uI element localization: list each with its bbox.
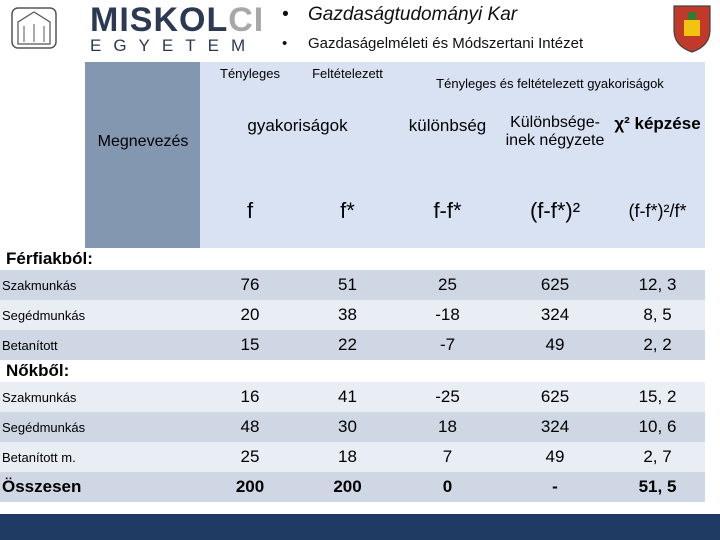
sym-fstar: f* bbox=[300, 174, 395, 248]
cell-value: 38 bbox=[338, 305, 357, 324]
section-title: Nőkből: bbox=[6, 361, 70, 380]
cell-value: 16 bbox=[240, 387, 260, 406]
faculty-crest-icon bbox=[670, 2, 714, 54]
row-label: Segédmunkás bbox=[2, 419, 86, 435]
cell-value: -7 bbox=[439, 335, 456, 354]
cell-value: 48 bbox=[240, 417, 260, 436]
sym-f: f bbox=[200, 174, 300, 248]
row-label: Betanított m. bbox=[2, 449, 76, 465]
cell-value: 18 bbox=[338, 447, 357, 466]
cell-value: 200 bbox=[333, 477, 362, 496]
cell-value: 30 bbox=[338, 417, 357, 436]
cell-value: 12, 3 bbox=[638, 275, 677, 294]
row-label: Összesen bbox=[2, 477, 82, 496]
cell-value: 7 bbox=[442, 447, 453, 466]
cell-value: 0 bbox=[442, 477, 453, 496]
table-row bbox=[0, 330, 705, 360]
department-title: • Gazdaságelméleti és Módszertani Intézet bbox=[282, 35, 584, 52]
cell-value: 49 bbox=[545, 335, 565, 354]
table-row bbox=[0, 382, 705, 412]
cell-value: -25 bbox=[435, 387, 460, 406]
cell-value: 15 bbox=[240, 335, 260, 354]
cell-value: 51 bbox=[338, 275, 357, 294]
hdr-negyzete: Különbsége-inek négyzete bbox=[500, 104, 610, 174]
table-row bbox=[0, 300, 705, 330]
cell-value: 10, 6 bbox=[638, 417, 677, 436]
name-column-label: Megnevezés bbox=[97, 133, 189, 150]
hdr-chi: χ² képzése bbox=[610, 104, 705, 174]
row-label: Szakmunkás bbox=[2, 389, 77, 405]
cell-value: 22 bbox=[338, 335, 357, 354]
university-logo: MISKOLCI EGYETEM bbox=[90, 1, 265, 55]
cell-value: 51, 5 bbox=[638, 477, 677, 496]
university-seal-icon bbox=[4, 4, 64, 54]
sym-chi-formula: (f-f*)²/f* bbox=[610, 174, 705, 248]
table-row bbox=[0, 270, 705, 300]
cell-value: 2, 2 bbox=[643, 335, 672, 354]
sym-square: (f-f*)² bbox=[500, 174, 610, 248]
col-feltetelezett: Feltételezett bbox=[300, 62, 395, 104]
col-combined: Tényleges és feltételezett gyakoriságok bbox=[395, 62, 705, 104]
footer-bar bbox=[0, 514, 720, 540]
total-row bbox=[0, 472, 705, 502]
cell-value: 200 bbox=[235, 477, 265, 496]
hdr-kulonbseg: különbség bbox=[395, 104, 500, 174]
row-label: Szakmunkás bbox=[2, 277, 77, 293]
cell-value: 625 bbox=[540, 275, 570, 294]
cell-value: 324 bbox=[540, 305, 570, 324]
sym-diff: f-f* bbox=[395, 174, 500, 248]
cell-value: 49 bbox=[545, 447, 565, 466]
faculty-title: • Gazdaságtudományi Kar bbox=[282, 4, 518, 25]
col-tenyleges: Tényleges bbox=[200, 62, 300, 104]
header-grid bbox=[85, 62, 705, 248]
table-row bbox=[0, 442, 705, 472]
cell-value: 8, 5 bbox=[643, 305, 672, 324]
cell-value: 41 bbox=[338, 387, 357, 406]
table-row bbox=[0, 412, 705, 442]
cell-value: - bbox=[552, 477, 558, 496]
cell-value: -18 bbox=[435, 305, 460, 324]
cell-value: 25 bbox=[240, 447, 260, 466]
hdr-gyakorisagok: gyakoriságok bbox=[200, 104, 395, 174]
slide-header bbox=[0, 0, 720, 62]
row-label: Betanított bbox=[2, 337, 58, 353]
data-rows bbox=[2, 248, 705, 502]
cell-value: 2, 7 bbox=[643, 447, 672, 466]
cell-value: 15, 2 bbox=[638, 387, 677, 406]
cell-value: 324 bbox=[540, 417, 570, 436]
cell-value: 25 bbox=[438, 275, 457, 294]
row-label: Segédmunkás bbox=[2, 307, 86, 323]
cell-value: 18 bbox=[438, 417, 457, 436]
cell-value: 20 bbox=[240, 305, 260, 324]
section-title: Férfiakból: bbox=[6, 249, 93, 268]
cell-value: 76 bbox=[240, 275, 260, 294]
cell-value: 625 bbox=[540, 387, 570, 406]
